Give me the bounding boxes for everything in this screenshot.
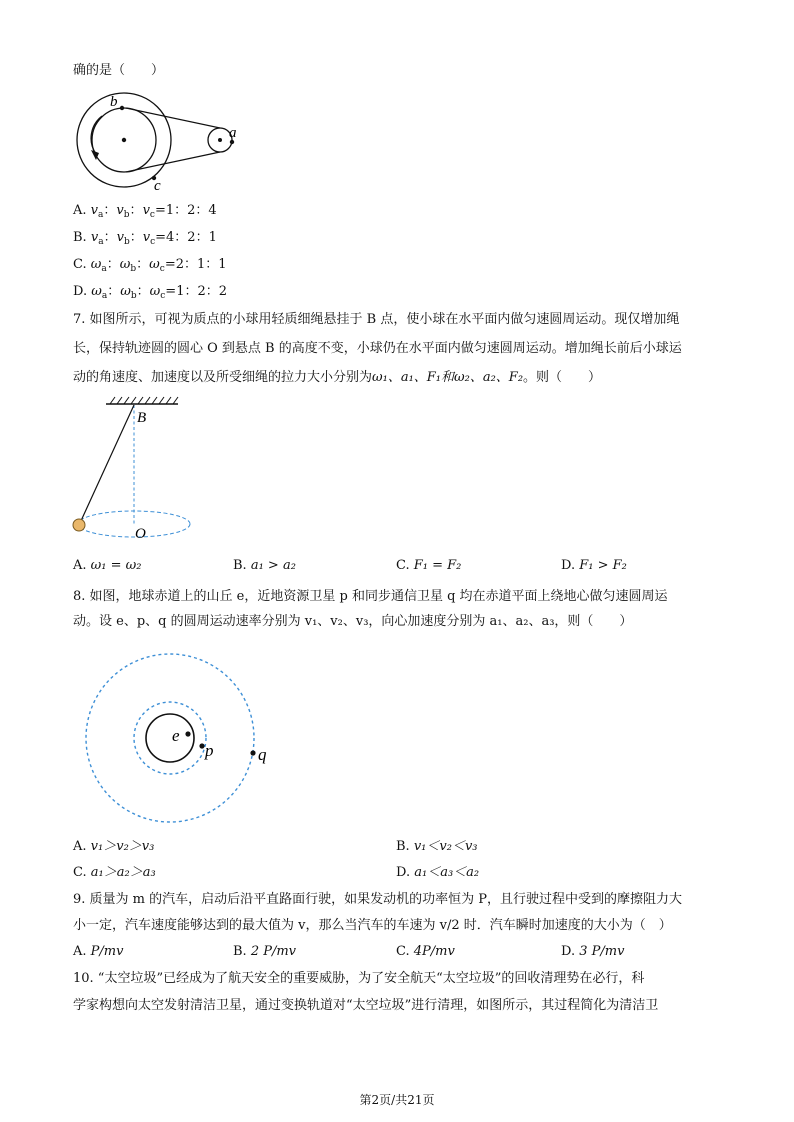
q7-line-2: 长，保持轨迹圆的圆心 O 到悬点 B 的高度不变，小球仍在水平面内做匀速圆周运动。增加绳长前后小球运 — [73, 341, 682, 356]
near-orbit-dashed — [134, 702, 206, 774]
wheel-center-dot — [122, 138, 126, 142]
q7-option-a: A. ω₁ = ω₂ — [73, 558, 142, 573]
label-q: q — [258, 745, 267, 764]
q7-line-1: 7. 如图所示，可视为质点的小球用轻质细绳悬挂于 B 点，使小球在水平面内做匀速圆周运动。现仅增加绳 — [73, 312, 680, 327]
q8-option-b: B. v₁＜v₂＜v₃ — [396, 839, 478, 854]
q9-line-1: 9. 质量为 m 的汽车，启动后沿平直路面行驶，如果发动机的功率恒为 P，且行驶过程中受到的摩擦阻力大 — [73, 892, 683, 907]
q9-option-d: D. 3 P/mv — [561, 944, 625, 959]
label-e: e — [172, 726, 180, 745]
q10-line-2: 学家构想向太空发射清洁卫星，通过变换轨道对“太空垃圾”进行清理，如图所示，其过程简化为清洁卫 — [73, 998, 659, 1013]
earth — [146, 714, 194, 762]
q9-option-a: A. P/mv — [73, 944, 124, 959]
q8-figure-orbits — [74, 650, 289, 828]
q10-line-1: 10. “太空垃圾”已经成为了航天安全的重要威胁，为了安全航天“太空垃圾”的回收清理势在必行，科 — [73, 971, 645, 986]
label-p: p — [205, 741, 214, 760]
label-O: O — [135, 526, 146, 542]
sync-orbit-dashed — [86, 654, 254, 822]
point-e-dot — [185, 731, 190, 736]
belt-bottom — [126, 152, 220, 172]
q8-option-d: D. a₁＜a₃＜a₂ — [396, 865, 480, 880]
q6-option-b: B. $v_a$：$v_b$：$v_c=4$：2：1 — [73, 230, 217, 247]
label-B: B — [137, 410, 147, 426]
q8-option-a: A. v₁＞v₂＞v₃ — [73, 839, 155, 854]
q6-figure-belt-pulleys — [72, 92, 247, 194]
q7-line-3: 动的角速度、加速度以及所受细绳的拉力大小分别为ω₁、a₁、F₁和ω₂、a₂、F₂。则（ ） — [73, 370, 602, 385]
ball — [73, 519, 85, 531]
q6-option-d: D. $\omega_a$：$\omega_b$：$\omega_c=1$：2：2 — [73, 284, 228, 301]
q7-option-c: C. F₁ = F₂ — [396, 558, 462, 573]
belt-top — [126, 108, 220, 128]
q7-figure-conical-pendulum — [70, 396, 195, 544]
q6-option-c: C. $\omega_a$：$\omega_b$：$\omega_c=2$：1：1 — [73, 257, 227, 274]
q9-option-c: C. 4P/mv — [396, 944, 455, 959]
q7-option-d: D. F₁ > F₂ — [561, 558, 627, 573]
label-c: c — [154, 178, 161, 194]
string — [80, 405, 134, 523]
point-p-dot — [199, 743, 204, 748]
point-q-dot — [250, 750, 255, 755]
q6-stem-end: 确的是（ ） — [73, 63, 165, 78]
q7-option-b: B. a₁ > a₂ — [233, 558, 296, 573]
ceiling-hatch — [110, 397, 178, 404]
q8-line-2: 动。设 e、p、q 的圆周运动速率分别为 v₁、v₂、v₃，向心加速度分别为 a₁、a₂、a₃，则（ ） — [73, 614, 633, 629]
label-b: b — [110, 94, 118, 110]
q6-option-a: A. $v_a$：$v_b$：$v_c=1$：2：4 — [73, 203, 217, 220]
page-footer: 第2页/共21页 — [359, 1093, 435, 1107]
q9-option-b: B. 2 P/mv — [233, 944, 297, 959]
q8-line-1: 8. 如图，地球赤道上的山丘 e，近地资源卫星 p 和同步通信卫星 q 均在赤道平面上绕地心做匀速圆周运 — [73, 589, 668, 604]
small-center-dot — [218, 138, 222, 142]
q8-option-c: C. a₁＞a₂＞a₃ — [73, 865, 156, 880]
q9-line-2: 小一定，汽车速度能够达到的最大值为 v，那么当汽车的车速为 v/2 时．汽车瞬时加速度的大小为（ ） — [73, 918, 672, 933]
label-a: a — [229, 125, 237, 141]
point-b-dot — [120, 106, 124, 110]
